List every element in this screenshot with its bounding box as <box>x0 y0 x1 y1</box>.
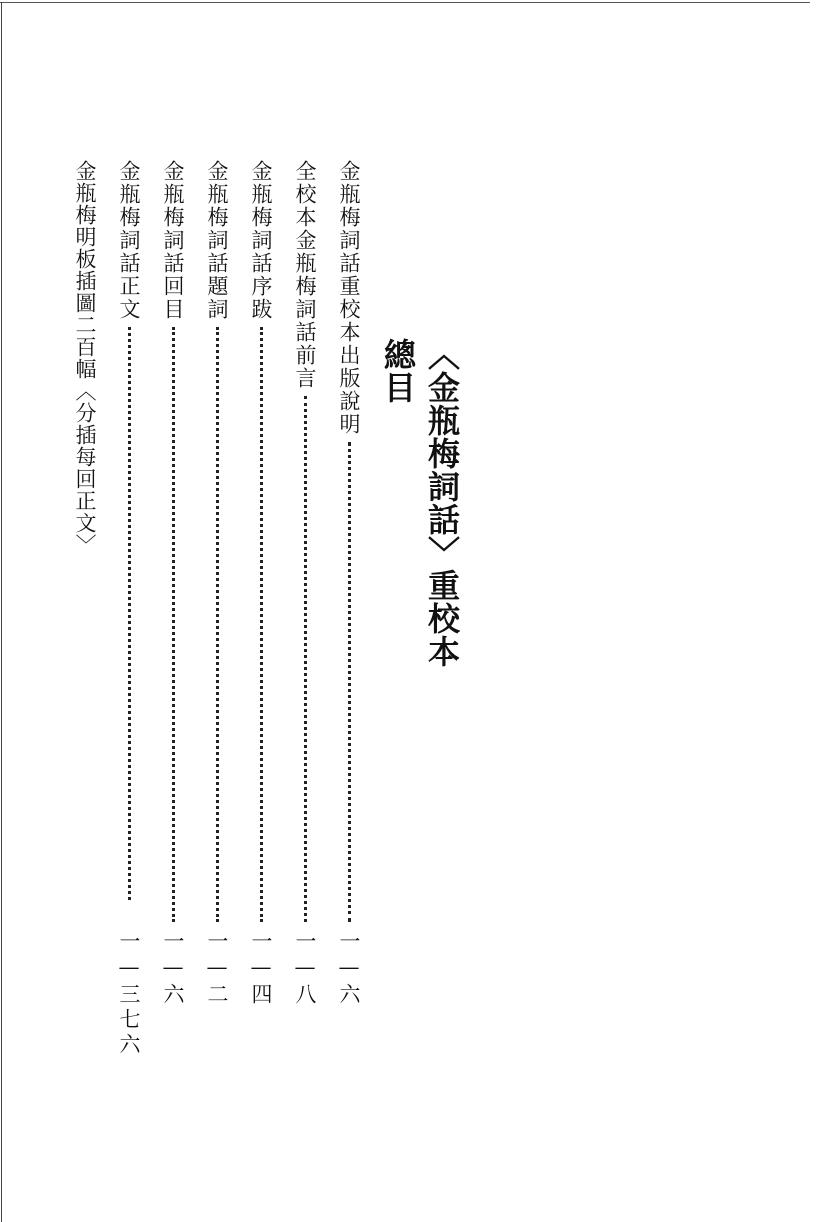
toc-entry-page: 一—八 <box>293 930 317 1008</box>
toc-entry-title: 金瓶梅詞話正文 <box>117 160 141 321</box>
toc-dot-leader <box>260 327 263 922</box>
page-title: 〈金瓶梅詞話〉重校本總目 <box>379 338 461 668</box>
toc-entry-page: 一—四 <box>249 930 273 1008</box>
toc-entry-title: 金瓶梅詞話序跋 <box>249 160 273 321</box>
toc-entry <box>334 160 364 1080</box>
toc-dot-leader <box>216 327 219 922</box>
toc-entry-title: 金瓶梅詞話回目 <box>161 160 185 321</box>
toc-dot-leader <box>348 442 351 922</box>
toc-entry-page: 一—二 <box>205 930 229 1008</box>
toc-entry-page: 一—六 <box>337 930 361 1008</box>
toc-dot-leader <box>172 327 175 922</box>
toc-entry-title: 全校本金瓶梅詞話前言 <box>293 160 317 390</box>
page-border-top <box>0 2 810 3</box>
toc-dot-leader <box>304 396 307 922</box>
toc-entry-title: 金瓶梅詞話題詞 <box>205 160 229 321</box>
toc-entry <box>246 160 276 1080</box>
toc-entry-page: 一—六 <box>161 930 185 1008</box>
toc-entry <box>70 160 100 600</box>
toc-entry-title: 金瓶梅詞話重校本出版說明 <box>337 160 361 436</box>
toc-entry <box>290 160 320 1080</box>
toc-entry-page: 一—三七六 <box>117 930 141 1058</box>
toc-entry <box>114 160 144 1080</box>
toc-entry <box>202 160 232 1080</box>
toc-dot-leader <box>128 327 131 900</box>
toc-entry-title: 金瓶梅明板插圖二百幅〈分插每回正文〉 <box>73 160 97 556</box>
toc-entry <box>158 160 188 1080</box>
page-border-left <box>1 2 2 1222</box>
